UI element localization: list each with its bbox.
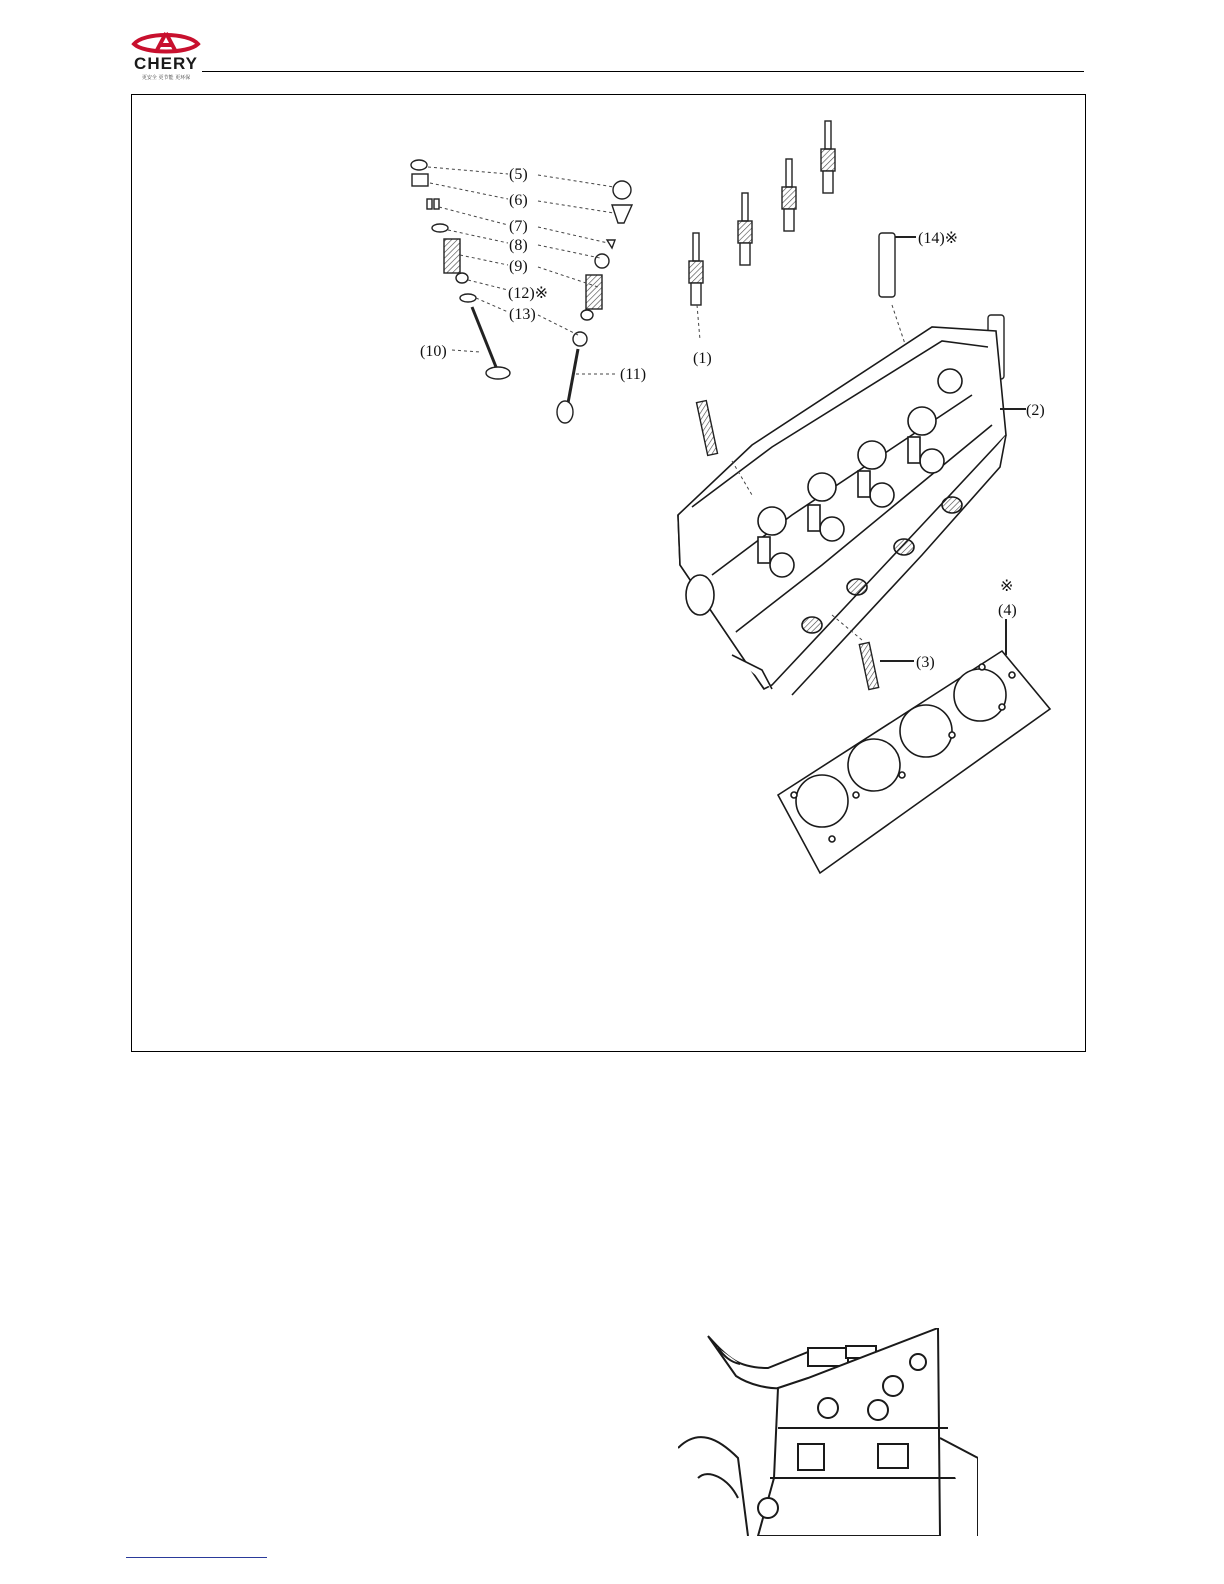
valve-10 <box>486 367 510 379</box>
part-13-right <box>573 332 587 346</box>
spark-plug-4 <box>821 121 835 193</box>
cylinder-head-exploded-diagram <box>132 95 1085 1051</box>
stud-3 <box>859 642 878 689</box>
callout-11: (11) <box>620 366 647 383</box>
part-7-right <box>607 240 615 248</box>
part-12-right <box>581 310 593 320</box>
callout-3: (3) <box>916 654 935 671</box>
stud-upper <box>696 401 717 456</box>
callout-14: (14)※ <box>918 230 959 247</box>
part-7-left <box>427 199 432 209</box>
part-8-right <box>595 254 609 268</box>
part-5-right <box>613 181 631 199</box>
chery-logo-mark-icon <box>130 30 202 56</box>
part-9-spring-left <box>444 239 460 273</box>
chery-logo <box>126 30 206 82</box>
callout-12: (12)※ <box>508 285 549 302</box>
callout-8: (8) <box>509 237 528 254</box>
cylinder-head <box>678 327 1006 695</box>
diagram-frame <box>131 94 1086 1052</box>
part-13-left <box>460 294 476 302</box>
part-6-right <box>612 205 632 223</box>
valve-11 <box>557 401 573 423</box>
callout-1: (1) <box>693 350 712 367</box>
callout-4: (4) <box>998 602 1017 619</box>
logo-tagline: 更安全 更节能 更环保 <box>141 75 191 81</box>
footer-rule <box>126 1557 267 1558</box>
callout-9: (9) <box>509 258 528 275</box>
gasket-note-mark: ※ <box>1000 578 1014 595</box>
header-rule <box>202 71 1084 72</box>
spark-plug-2 <box>738 193 752 265</box>
part-9-spring-right <box>586 275 602 309</box>
part-12-left <box>456 273 468 283</box>
cylinder-head-tool-illustration <box>678 1328 978 1536</box>
callout-7: (7) <box>509 218 528 235</box>
part-8-left <box>432 224 448 232</box>
callout-5: (5) <box>509 166 528 183</box>
page-header <box>0 0 1224 80</box>
valve-guide-14 <box>879 233 895 297</box>
logo-text: CHERY <box>134 54 198 73</box>
spark-plug-3 <box>782 159 796 231</box>
callout-2: (2) <box>1026 402 1045 419</box>
tool-on-head-drawing <box>678 1328 978 1536</box>
part-5-left <box>411 160 427 170</box>
callout-13: (13) <box>509 306 536 323</box>
callout-6: (6) <box>509 192 528 209</box>
spark-plug-1 <box>689 233 703 305</box>
head-gasket <box>778 651 1050 873</box>
part-6-left <box>412 174 428 186</box>
callout-10: (10) <box>420 343 447 360</box>
spark-plugs <box>689 121 835 305</box>
